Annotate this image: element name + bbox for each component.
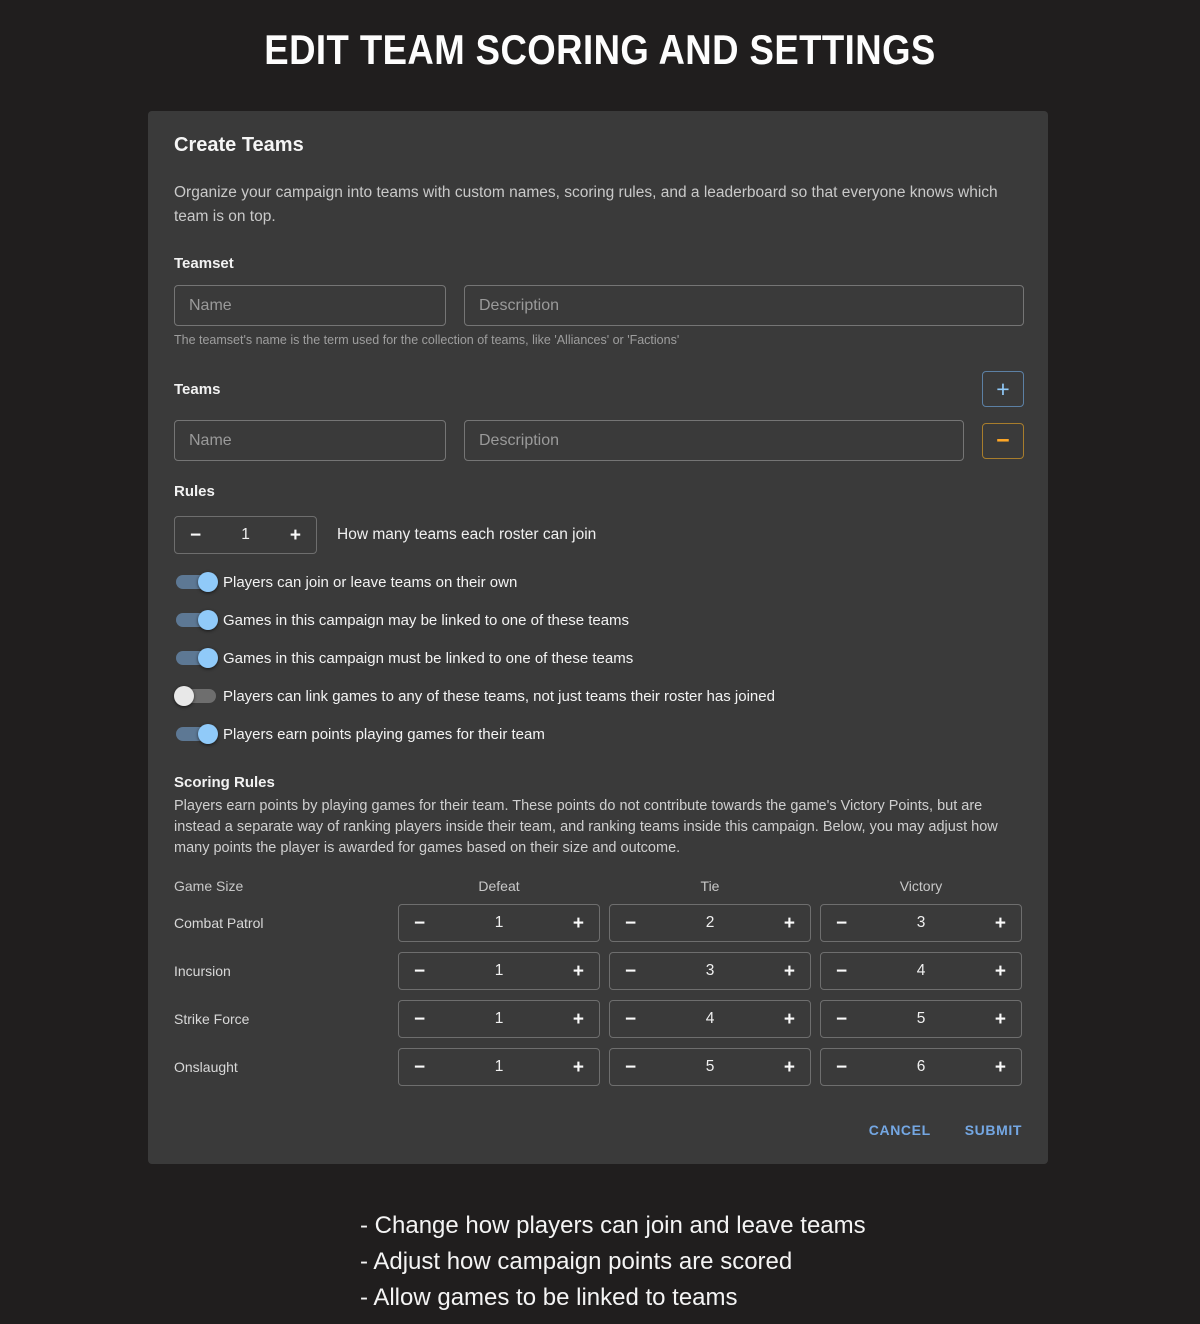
footer-note: - Change how players can join and leave teams [360,1212,866,1240]
stepper-incursion-defeat [398,952,600,990]
toggle-switch-games-may-link[interactable] [174,608,218,632]
increment-button[interactable]: + [994,912,1006,934]
stepper-value: 2 [705,914,715,932]
remove-team-button[interactable] [982,423,1024,459]
toggle-switch-join-leave[interactable] [174,570,218,594]
stepper-value: 1 [241,526,250,544]
teams-section-header [174,371,1024,407]
decrement-button[interactable]: − [625,960,637,982]
teamset-helper-text: The teamset's name is the term used for the collection of teams, like 'Alliances' or 'Factions' [174,333,680,348]
dialog-title: Create Teams [174,134,304,156]
teamset-section-label: Teamset [174,255,234,273]
scoring-rules-label: Scoring Rules [174,774,275,792]
decrement-button[interactable]: − [836,1056,848,1078]
increment-button[interactable]: + [783,1008,795,1030]
switch-thumb [174,686,194,706]
decrement-button[interactable]: − [190,524,202,546]
decrement-button[interactable]: − [414,1008,426,1030]
toggle-row [174,608,1024,632]
row-label: Combat Patrol [174,915,264,932]
column-header-defeat: Defeat [478,878,520,895]
toggle-label: Games in this campaign may be linked to one of these teams [223,611,630,629]
scoring-rules-description: Players earn points by playing games for their team. These points do not contribute towards the game's Victory Points, but are instead a separate way of ranking players inside their team, and ranking teams inside this campaign. Below, you may adjust how many points the player is awarded for games based on their size and outcome. [174,798,998,856]
table-row-strike-force [174,1000,1024,1038]
team-input-row [174,420,1024,461]
stepper-incursion-victory [820,952,1022,990]
increment-button[interactable]: + [994,1056,1006,1078]
increment-button[interactable]: + [572,1008,584,1030]
stepper-strike-force-defeat [398,1000,600,1038]
page-title: EDIT TEAM SCORING AND SETTINGS [264,26,936,73]
dialog-intro-text: Organize your campaign into teams with custom names, scoring rules, and a leaderboard so that everyone knows which team is on top. [174,184,998,226]
stepper-value: 1 [494,1058,504,1076]
row-label: Incursion [174,963,231,980]
increment-button[interactable]: + [994,960,1006,982]
stepper-value: 3 [705,962,715,980]
stepper-value: 4 [705,1010,715,1028]
decrement-button[interactable]: − [836,912,848,934]
footer-note: - Adjust how campaign points are scored [360,1248,793,1276]
minus-icon: − [996,427,1010,454]
decrement-button[interactable]: − [836,960,848,982]
stepper-onslaught-defeat [398,1048,600,1086]
toggle-switch-games-must-link[interactable] [174,646,218,670]
dialog-actions [174,1118,1024,1144]
decrement-button[interactable]: − [414,960,426,982]
stepper-combat-patrol-victory [820,904,1022,942]
rules-section-label: Rules [174,483,215,501]
toggle-switch-earn-points[interactable] [174,722,218,746]
stepper-strike-force-victory [820,1000,1022,1038]
stepper-value: 1 [494,1010,504,1028]
stepper-value: 1 [494,914,504,932]
increment-button[interactable]: + [289,524,301,546]
create-teams-dialog [148,111,1048,1164]
increment-button[interactable]: + [783,960,795,982]
team-description-input[interactable] [464,420,964,461]
row-label: Onslaught [174,1059,238,1076]
rules-toggles [174,570,1024,746]
table-row-combat-patrol [174,904,1024,942]
stepper-value: 5 [705,1058,715,1076]
submit-button[interactable]: SUBMIT [963,1118,1024,1142]
increment-button[interactable]: + [572,1056,584,1078]
toggle-label: Games in this campaign must be linked to one of these teams [223,649,634,667]
toggle-row [174,722,1024,746]
stepper-value: 4 [916,962,926,980]
decrement-button[interactable]: − [625,912,637,934]
column-header-tie: Tie [700,878,720,895]
cancel-button[interactable]: CANCEL [867,1118,933,1142]
switch-thumb [198,724,218,744]
stepper-value: 6 [916,1058,926,1076]
toggle-row [174,570,1024,594]
add-team-button[interactable] [982,371,1024,407]
stepper-value: 3 [916,914,926,932]
increment-button[interactable]: + [572,912,584,934]
stepper-value: 5 [916,1010,926,1028]
decrement-button[interactable]: − [414,912,426,934]
table-row-incursion [174,952,1024,990]
stepper-combat-patrol-tie [609,904,811,942]
stepper-incursion-tie [609,952,811,990]
teamset-name-input[interactable] [174,285,446,326]
stepper-onslaught-victory [820,1048,1022,1086]
team-count-caption: How many teams each roster can join [337,526,597,544]
teamset-input-row [174,285,1024,326]
scoring-table [174,878,1024,1086]
toggle-row [174,684,1024,708]
switch-thumb [198,610,218,630]
footer-notes [360,1208,1200,1316]
increment-button[interactable]: + [783,1056,795,1078]
switch-thumb [198,572,218,592]
toggle-label: Players earn points playing games for their team [223,725,545,743]
stepper-strike-force-tie [609,1000,811,1038]
team-count-stepper [174,516,317,554]
scoring-table-header [174,878,1024,894]
toggle-label: Players can join or leave teams on their own [223,573,518,591]
team-count-row [174,516,1024,554]
toggle-switch-link-any-team[interactable] [174,684,218,708]
column-header-game-size: Game Size [174,878,244,895]
toggle-row [174,646,1024,670]
toggle-label: Players can link games to any of these teams, not just teams their roster has joined [223,687,775,705]
increment-button[interactable]: + [783,912,795,934]
stepper-onslaught-tie [609,1048,811,1086]
decrement-button[interactable]: − [414,1056,426,1078]
footer-note: - Allow games to be linked to teams [360,1284,738,1312]
team-name-input[interactable] [174,420,446,461]
teamset-description-input[interactable] [464,285,1024,326]
column-header-victory: Victory [899,878,943,895]
table-row-onslaught [174,1048,1024,1086]
plus-icon: + [996,375,1010,402]
decrement-button[interactable]: − [625,1056,637,1078]
increment-button[interactable]: + [572,960,584,982]
stepper-value: 1 [494,962,504,980]
decrement-button[interactable]: − [836,1008,848,1030]
stepper-combat-patrol-defeat [398,904,600,942]
row-label: Strike Force [174,1011,250,1028]
increment-button[interactable]: + [994,1008,1006,1030]
decrement-button[interactable]: − [625,1008,637,1030]
teams-section-label: Teams [174,380,221,398]
switch-thumb [198,648,218,668]
